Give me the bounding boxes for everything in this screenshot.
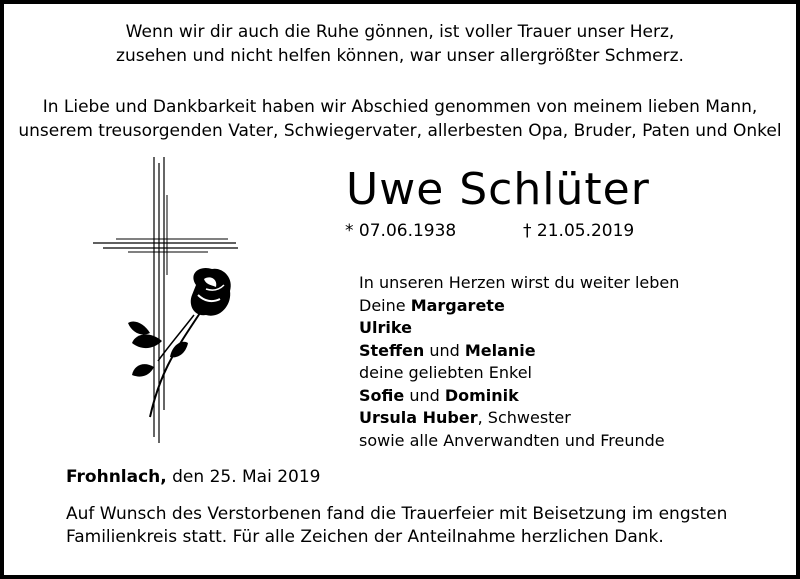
mourner-name: Ulrike xyxy=(359,318,412,337)
mourner-prefix: Deine xyxy=(359,295,411,315)
intro-line-2: unserem treusorgenden Vater, Schwiegervater, allerbesten Opa, Bruder, Paten und Onkel xyxy=(18,121,782,141)
mourners-line xyxy=(359,407,679,430)
mourners-line xyxy=(359,317,679,340)
rose-leaf xyxy=(128,321,150,334)
mourners-line: deine geliebten Enkel xyxy=(359,363,532,382)
notice-line-2: Familienkreis statt. Für alle Zeichen der Anteilnahme herzlichen Dank. xyxy=(66,527,664,547)
poem-line-2: zusehen und nicht helfen können, war unser allergrößter Schmerz. xyxy=(116,46,684,66)
place: Frohnlach, xyxy=(66,467,167,487)
mourner-name: Sofie xyxy=(359,385,405,405)
intro-text xyxy=(0,95,800,143)
mourners-list xyxy=(359,272,679,452)
mourner-relation: , Schwester xyxy=(477,408,571,427)
mourners-line: sowie alle Anverwandten und Freunde xyxy=(359,430,665,450)
mourner-joiner: und xyxy=(404,385,445,405)
mourners-line xyxy=(359,295,679,318)
mourner-name: Ursula Huber xyxy=(359,408,478,427)
death-date: † 21.05.2019 xyxy=(523,221,635,241)
mourner-name: Dominik xyxy=(444,385,519,405)
notice-line-1: Auf Wunsch des Verstorbenen fand die Trauerfeier mit Beisetzung im engsten xyxy=(66,504,728,524)
mourners-line xyxy=(359,385,679,408)
mourners-line xyxy=(359,340,679,363)
rose-bloom xyxy=(191,268,231,316)
birth-date: * 07.06.1938 xyxy=(345,221,457,241)
poem-line-1: Wenn wir dir auch die Ruhe gönnen, ist voller Trauer unser Herz, xyxy=(125,22,675,42)
mourner-name: Margarete xyxy=(410,295,505,315)
place-date xyxy=(66,466,320,488)
rose-leaf xyxy=(132,364,154,376)
poem xyxy=(0,20,800,68)
deceased-name: Uwe Schlüter xyxy=(346,164,650,215)
mourner-joiner: und xyxy=(424,340,465,360)
cross-with-rose-icon xyxy=(88,155,248,445)
intro-line-1: In Liebe und Dankbarkeit haben wir Abschied genommen von meinem lieben Mann, xyxy=(42,97,758,117)
closing-notice xyxy=(66,503,727,549)
rose-leaf xyxy=(132,334,162,348)
rose-leaf xyxy=(170,342,188,358)
mourner-name: Melanie xyxy=(464,340,536,360)
mourners-line: In unseren Herzen wirst du weiter leben xyxy=(359,273,680,292)
mourner-name: Steffen xyxy=(359,340,425,360)
rose-stem xyxy=(150,313,200,417)
date: den 25. Mai 2019 xyxy=(166,467,321,487)
